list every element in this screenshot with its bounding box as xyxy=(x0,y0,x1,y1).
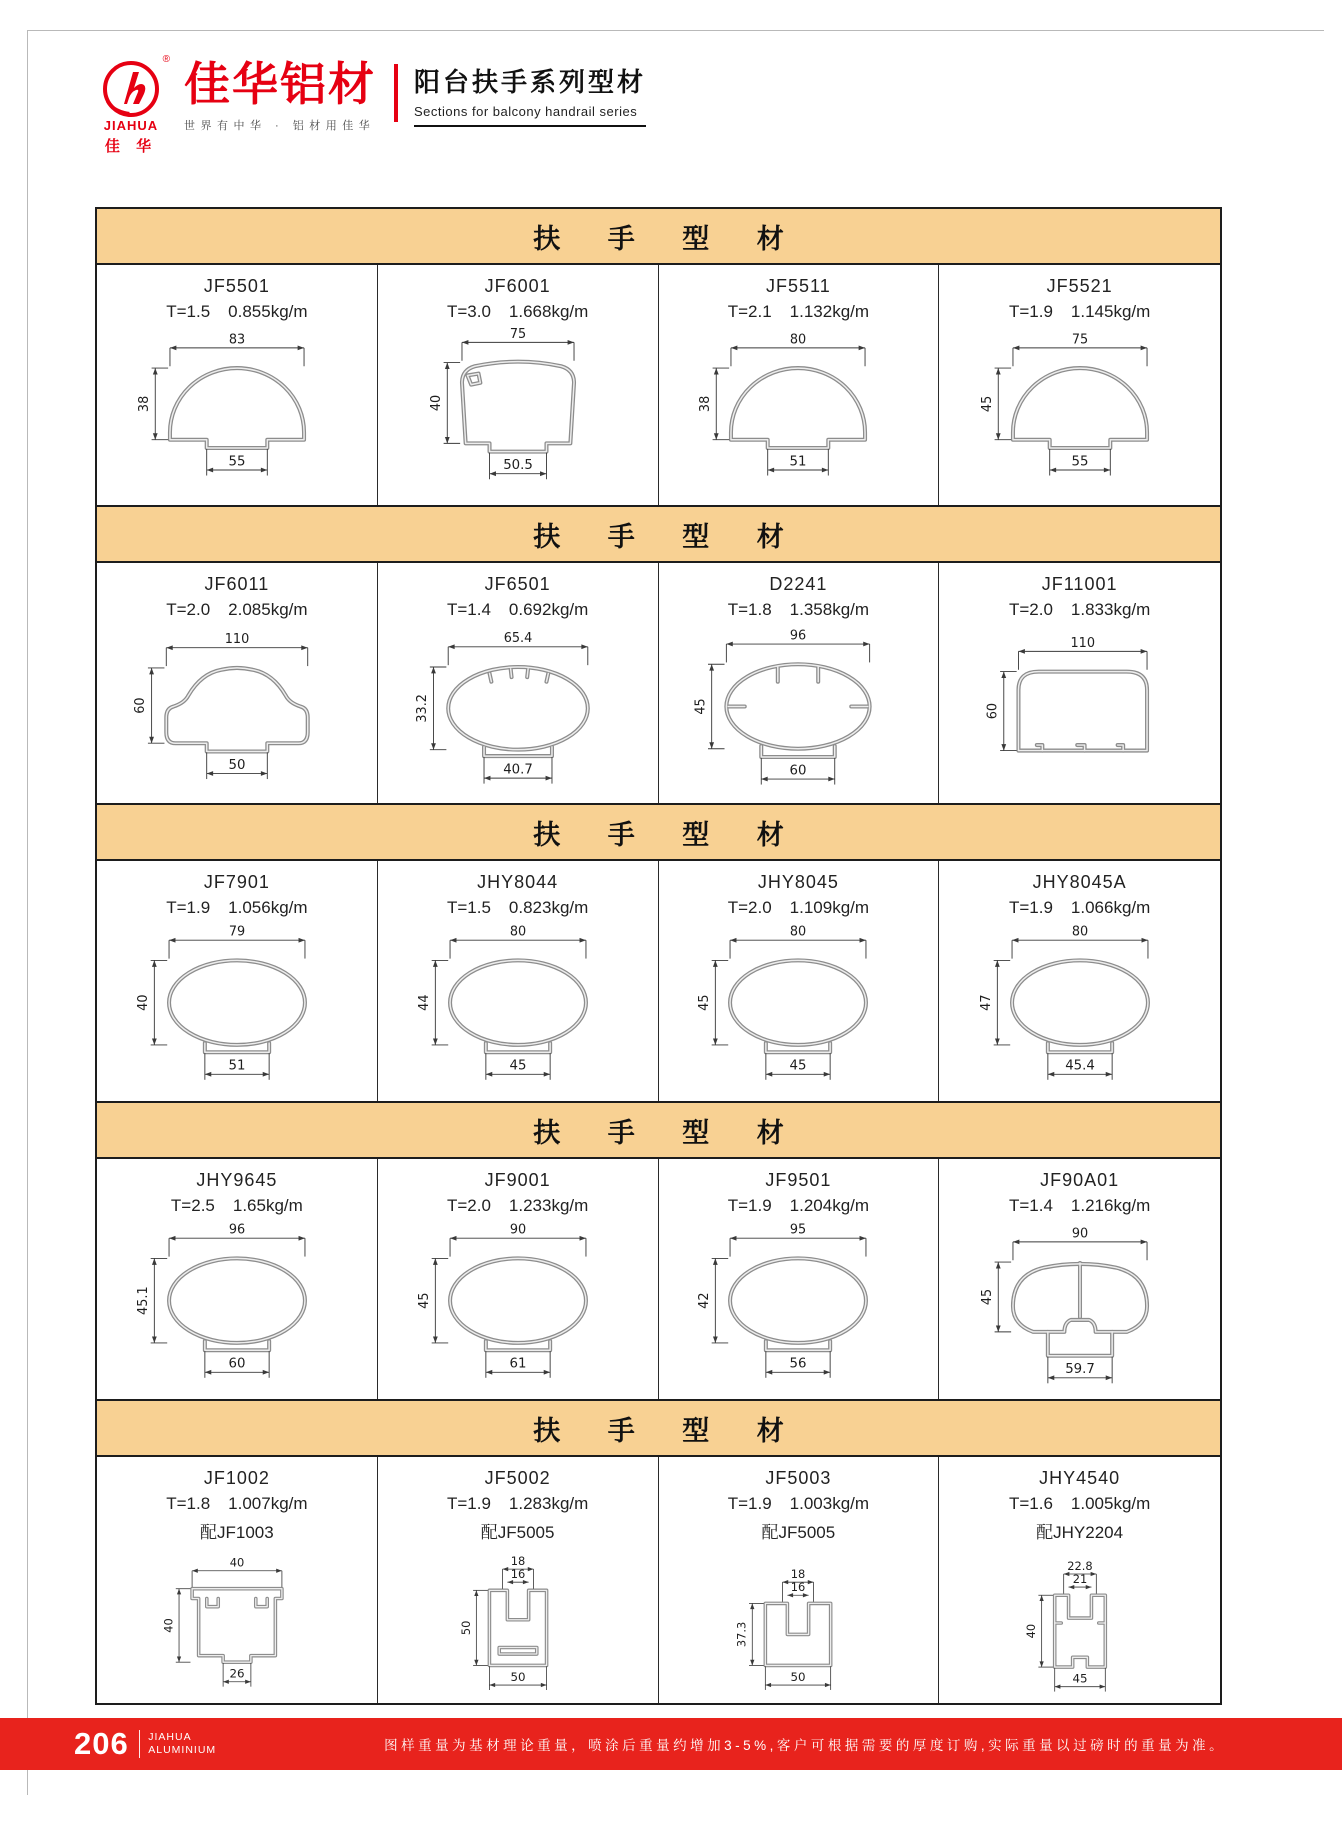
jiahua-emblem-icon xyxy=(100,54,170,120)
profile-drawing xyxy=(667,622,929,802)
profile-drawing xyxy=(106,1543,368,1703)
profile-weight: 1.003kg/m xyxy=(789,1494,870,1513)
profile-weight: 1.005kg/m xyxy=(1070,1494,1151,1513)
profile-spec xyxy=(378,600,658,620)
profile-cell xyxy=(378,861,659,1101)
svg-text:40.7: 40.7 xyxy=(502,762,533,778)
profile-cell xyxy=(378,265,659,505)
svg-text:59.7: 59.7 xyxy=(1064,1362,1095,1378)
profile-thickness: T=1.9 xyxy=(1008,898,1053,917)
logo-text-en: JIAHUA xyxy=(103,118,159,133)
profile-spec xyxy=(659,1196,939,1216)
profile-weight: 1.233kg/m xyxy=(508,1196,589,1215)
brand-name: 佳华铝材 xyxy=(184,58,376,110)
svg-text:16: 16 xyxy=(791,1580,806,1595)
svg-text:60: 60 xyxy=(133,697,149,714)
profile-model: D2241 xyxy=(769,574,828,594)
svg-text:110: 110 xyxy=(224,632,250,648)
profile-spec xyxy=(939,898,1220,918)
profile-table xyxy=(95,207,1222,1705)
profile-cell xyxy=(659,265,940,505)
svg-text:45: 45 xyxy=(979,395,995,413)
profile-model: JHY8045 xyxy=(757,872,839,892)
company-name xyxy=(148,1731,216,1757)
registered-mark: ® xyxy=(162,54,170,65)
profile-drawing xyxy=(949,1218,1211,1398)
profile-thickness: T=1.6 xyxy=(1008,1494,1053,1513)
svg-text:60: 60 xyxy=(789,763,807,779)
svg-text:42: 42 xyxy=(697,1292,713,1309)
series-title-cn: 阳台扶手系列型材 xyxy=(414,67,647,97)
svg-text:80: 80 xyxy=(509,924,526,940)
profile-cell xyxy=(97,861,378,1101)
series-title-block xyxy=(414,62,646,127)
profile-thickness: T=1.5 xyxy=(166,302,211,321)
profile-spec xyxy=(378,302,658,322)
profile-drawing xyxy=(949,1543,1211,1703)
profile-mate: 配JF5005 xyxy=(480,1523,555,1542)
svg-text:40: 40 xyxy=(135,994,151,1011)
profile-model: JF6001 xyxy=(484,276,551,296)
svg-text:38: 38 xyxy=(698,395,714,413)
profile-weight: 0.692kg/m xyxy=(508,600,589,619)
svg-text:45.1: 45.1 xyxy=(135,1286,151,1315)
profile-spec xyxy=(659,1494,939,1514)
profile-thickness: T=1.4 xyxy=(446,600,491,619)
profile-drawing xyxy=(387,1543,649,1703)
profile-cell xyxy=(939,563,1220,803)
svg-text:50: 50 xyxy=(510,1669,526,1684)
profile-thickness: T=1.9 xyxy=(727,1494,772,1513)
svg-text:90: 90 xyxy=(509,1222,526,1238)
profile-cell xyxy=(659,861,940,1101)
svg-text:51: 51 xyxy=(228,1058,246,1074)
profile-cell xyxy=(659,1457,940,1703)
profile-drawing xyxy=(387,920,649,1100)
svg-text:50: 50 xyxy=(790,1669,806,1684)
svg-text:56: 56 xyxy=(789,1356,807,1372)
profile-thickness: T=1.9 xyxy=(446,1494,491,1513)
profile-cell xyxy=(97,1457,378,1703)
profile-thickness: T=1.9 xyxy=(166,898,211,917)
profile-thickness: T=2.0 xyxy=(1008,600,1053,619)
svg-text:50: 50 xyxy=(458,1620,473,1636)
profile-cell xyxy=(659,1159,940,1399)
section-row xyxy=(97,563,1220,805)
svg-text:61: 61 xyxy=(509,1356,527,1372)
section-row xyxy=(97,861,1220,1103)
svg-text:18: 18 xyxy=(510,1554,525,1569)
svg-text:26: 26 xyxy=(229,1666,245,1681)
svg-text:45: 45 xyxy=(693,698,709,715)
section-row xyxy=(97,265,1220,507)
profile-cell xyxy=(659,563,940,803)
svg-text:18: 18 xyxy=(791,1567,806,1582)
profile-spec xyxy=(378,1494,658,1514)
profile-model: JHY8045A xyxy=(1032,872,1127,892)
profile-cell xyxy=(97,265,378,505)
brand-divider xyxy=(394,64,398,122)
profile-drawing xyxy=(949,324,1211,504)
svg-text:60: 60 xyxy=(228,1356,246,1372)
profile-weight: 1.216kg/m xyxy=(1070,1196,1151,1215)
svg-text:33.2: 33.2 xyxy=(414,694,430,723)
profile-cell xyxy=(97,1159,378,1399)
section-row xyxy=(97,1159,1220,1401)
profile-model: JF5521 xyxy=(1046,276,1113,296)
page-frame-left xyxy=(27,30,28,1795)
svg-text:90: 90 xyxy=(1071,1226,1088,1242)
profile-thickness: T=1.9 xyxy=(1008,302,1053,321)
profile-mate: 配JF1003 xyxy=(200,1523,274,1542)
section-header: 扶 手 型 材 xyxy=(97,1401,1220,1457)
profile-spec xyxy=(939,1494,1220,1514)
svg-text:21: 21 xyxy=(1072,1572,1087,1586)
brand-header xyxy=(88,54,647,156)
profile-cell xyxy=(939,861,1220,1101)
svg-text:50: 50 xyxy=(228,757,246,773)
profile-thickness: T=1.5 xyxy=(446,898,491,917)
profile-drawing xyxy=(106,920,368,1100)
profile-drawing xyxy=(106,1218,368,1398)
svg-text:40: 40 xyxy=(161,1618,176,1633)
svg-text:38: 38 xyxy=(136,395,152,413)
profile-weight: 1.109kg/m xyxy=(789,898,870,917)
footer-band xyxy=(0,1718,1342,1770)
svg-text:47: 47 xyxy=(978,994,994,1011)
svg-text:75: 75 xyxy=(509,326,526,342)
profile-spec xyxy=(939,302,1220,322)
svg-text:80: 80 xyxy=(1071,924,1088,940)
svg-text:22.8: 22.8 xyxy=(1066,1558,1093,1573)
brand-logo xyxy=(88,54,174,156)
profile-weight: 1.204kg/m xyxy=(789,1196,870,1215)
profile-weight: 1.283kg/m xyxy=(508,1494,589,1513)
profile-model: JF5511 xyxy=(766,276,831,296)
svg-text:16: 16 xyxy=(510,1567,525,1582)
profile-thickness: T=1.8 xyxy=(727,600,772,619)
profile-spec xyxy=(97,898,377,918)
profile-drawing xyxy=(949,920,1211,1100)
profile-model: JF5003 xyxy=(765,1468,832,1488)
profile-weight: 1.358kg/m xyxy=(789,600,870,619)
profile-drawing xyxy=(667,324,929,504)
svg-text:37.3: 37.3 xyxy=(735,1621,750,1648)
section-row xyxy=(97,1457,1220,1703)
section-header: 扶 手 型 材 xyxy=(97,805,1220,861)
profile-thickness: T=2.0 xyxy=(446,1196,491,1215)
profile-model: JF6011 xyxy=(204,574,270,594)
profile-mate: 配JHY2204 xyxy=(1036,1523,1124,1542)
section-header: 扶 手 型 材 xyxy=(97,507,1220,563)
svg-text:45: 45 xyxy=(979,1288,995,1306)
profile-weight: 1.833kg/m xyxy=(1070,600,1151,619)
logo-text-cn: 佳 华 xyxy=(104,138,158,155)
profile-thickness: T=2.5 xyxy=(170,1196,215,1215)
svg-text:45.4: 45.4 xyxy=(1064,1058,1095,1074)
profile-cell xyxy=(939,1159,1220,1399)
profile-thickness: T=3.0 xyxy=(446,302,491,321)
profile-weight: 1.007kg/m xyxy=(228,1494,308,1513)
profile-spec xyxy=(97,302,377,322)
page-frame-top xyxy=(27,30,1324,31)
profile-spec xyxy=(939,1196,1220,1216)
profile-drawing xyxy=(387,622,649,802)
profile-model: JF1002 xyxy=(203,1468,270,1488)
brand-name-block xyxy=(184,58,376,133)
svg-text:95: 95 xyxy=(790,1222,807,1238)
svg-text:45: 45 xyxy=(509,1058,527,1074)
profile-spec xyxy=(378,1196,658,1216)
profile-cell xyxy=(939,1457,1220,1703)
profile-spec xyxy=(97,1196,377,1216)
profile-model: JF6501 xyxy=(484,574,551,594)
profile-weight: 0.855kg/m xyxy=(228,302,308,321)
profile-thickness: T=1.8 xyxy=(166,1494,211,1513)
svg-text:55: 55 xyxy=(1071,454,1089,470)
profile-thickness: T=2.0 xyxy=(166,600,211,619)
footer-note: 图样重量为基材理论重量，喷涂后重量约增加3-5%,客户可根据需要的厚度订购,实际重量以过磅时的重量为准。 xyxy=(384,1738,1227,1753)
profile-weight: 1.668kg/m xyxy=(508,302,589,321)
profile-weight: 1.132kg/m xyxy=(789,302,870,321)
profile-drawing xyxy=(949,622,1211,802)
svg-text:79: 79 xyxy=(228,924,246,940)
profile-spec xyxy=(97,600,377,620)
svg-text:40: 40 xyxy=(1023,1623,1038,1639)
profile-thickness: T=2.1 xyxy=(727,302,772,321)
footer-divider xyxy=(139,1730,141,1758)
profile-model: JF90A01 xyxy=(1040,1170,1120,1190)
profile-cell xyxy=(378,1457,659,1703)
svg-text:96: 96 xyxy=(790,628,807,644)
svg-text:110: 110 xyxy=(1070,635,1095,651)
profile-weight: 1.65kg/m xyxy=(232,1196,303,1215)
profile-weight: 1.066kg/m xyxy=(1070,898,1151,917)
svg-text:45: 45 xyxy=(789,1058,807,1074)
profile-model: JF7901 xyxy=(203,872,270,892)
profile-model: JF5501 xyxy=(203,276,270,296)
profile-spec xyxy=(378,898,658,918)
svg-text:50.5: 50.5 xyxy=(502,458,533,474)
svg-text:45: 45 xyxy=(1072,1671,1088,1686)
profile-model: JHY8044 xyxy=(477,872,559,892)
profile-spec xyxy=(659,302,939,322)
svg-text:75: 75 xyxy=(1071,332,1088,348)
profile-model: JF11001 xyxy=(1041,574,1118,594)
company-line1: JIAHUA xyxy=(148,1730,192,1743)
profile-model: JF9501 xyxy=(765,1170,832,1190)
profile-spec xyxy=(939,600,1220,620)
profile-cell xyxy=(378,563,659,803)
profile-model: JF5002 xyxy=(484,1468,551,1488)
svg-text:40: 40 xyxy=(229,1555,245,1570)
profile-spec xyxy=(97,1494,377,1514)
profile-model: JF9001 xyxy=(484,1170,551,1190)
svg-text:45: 45 xyxy=(416,1292,432,1309)
profile-drawing xyxy=(387,1218,649,1398)
profile-spec xyxy=(659,600,939,620)
profile-spec xyxy=(659,898,939,918)
profile-weight: 1.145kg/m xyxy=(1070,302,1151,321)
svg-text:45: 45 xyxy=(697,994,713,1011)
svg-text:51: 51 xyxy=(789,454,807,470)
section-header: 扶 手 型 材 xyxy=(97,209,1220,265)
profile-thickness: T=1.9 xyxy=(727,1196,772,1215)
svg-text:80: 80 xyxy=(790,924,807,940)
profile-drawing xyxy=(667,1218,929,1398)
profile-cell xyxy=(939,265,1220,505)
series-title-en: Sections for balcony handrail series xyxy=(414,104,646,127)
svg-text:60: 60 xyxy=(985,702,1001,720)
svg-text:96: 96 xyxy=(228,1222,246,1238)
profile-model: JHY4540 xyxy=(1039,1468,1121,1488)
profile-mate: 配JF5005 xyxy=(761,1523,836,1542)
profile-drawing xyxy=(106,324,368,504)
profile-drawing xyxy=(106,622,368,802)
brand-slogan: 世界有中华 · 铝材用佳华 xyxy=(184,120,376,133)
profile-thickness: T=1.4 xyxy=(1008,1196,1053,1215)
svg-text:65.4: 65.4 xyxy=(503,631,532,647)
svg-text:55: 55 xyxy=(228,454,246,470)
profile-thickness: T=2.0 xyxy=(727,898,772,917)
profile-weight: 2.085kg/m xyxy=(228,600,308,619)
page-number: 206 xyxy=(74,1726,129,1761)
company-line2: ALUMINIUM xyxy=(148,1744,217,1756)
profile-drawing xyxy=(667,1543,929,1703)
profile-drawing xyxy=(667,920,929,1100)
profile-weight: 0.823kg/m xyxy=(508,898,589,917)
profile-weight: 1.056kg/m xyxy=(228,898,308,917)
svg-text:83: 83 xyxy=(228,332,246,348)
svg-text:80: 80 xyxy=(790,332,807,348)
svg-text:40: 40 xyxy=(428,394,444,412)
profile-cell xyxy=(378,1159,659,1399)
svg-text:44: 44 xyxy=(416,994,432,1011)
profile-model: JHY9645 xyxy=(196,1170,278,1190)
section-header: 扶 手 型 材 xyxy=(97,1103,1220,1159)
profile-cell xyxy=(97,563,378,803)
profile-drawing xyxy=(387,324,649,504)
